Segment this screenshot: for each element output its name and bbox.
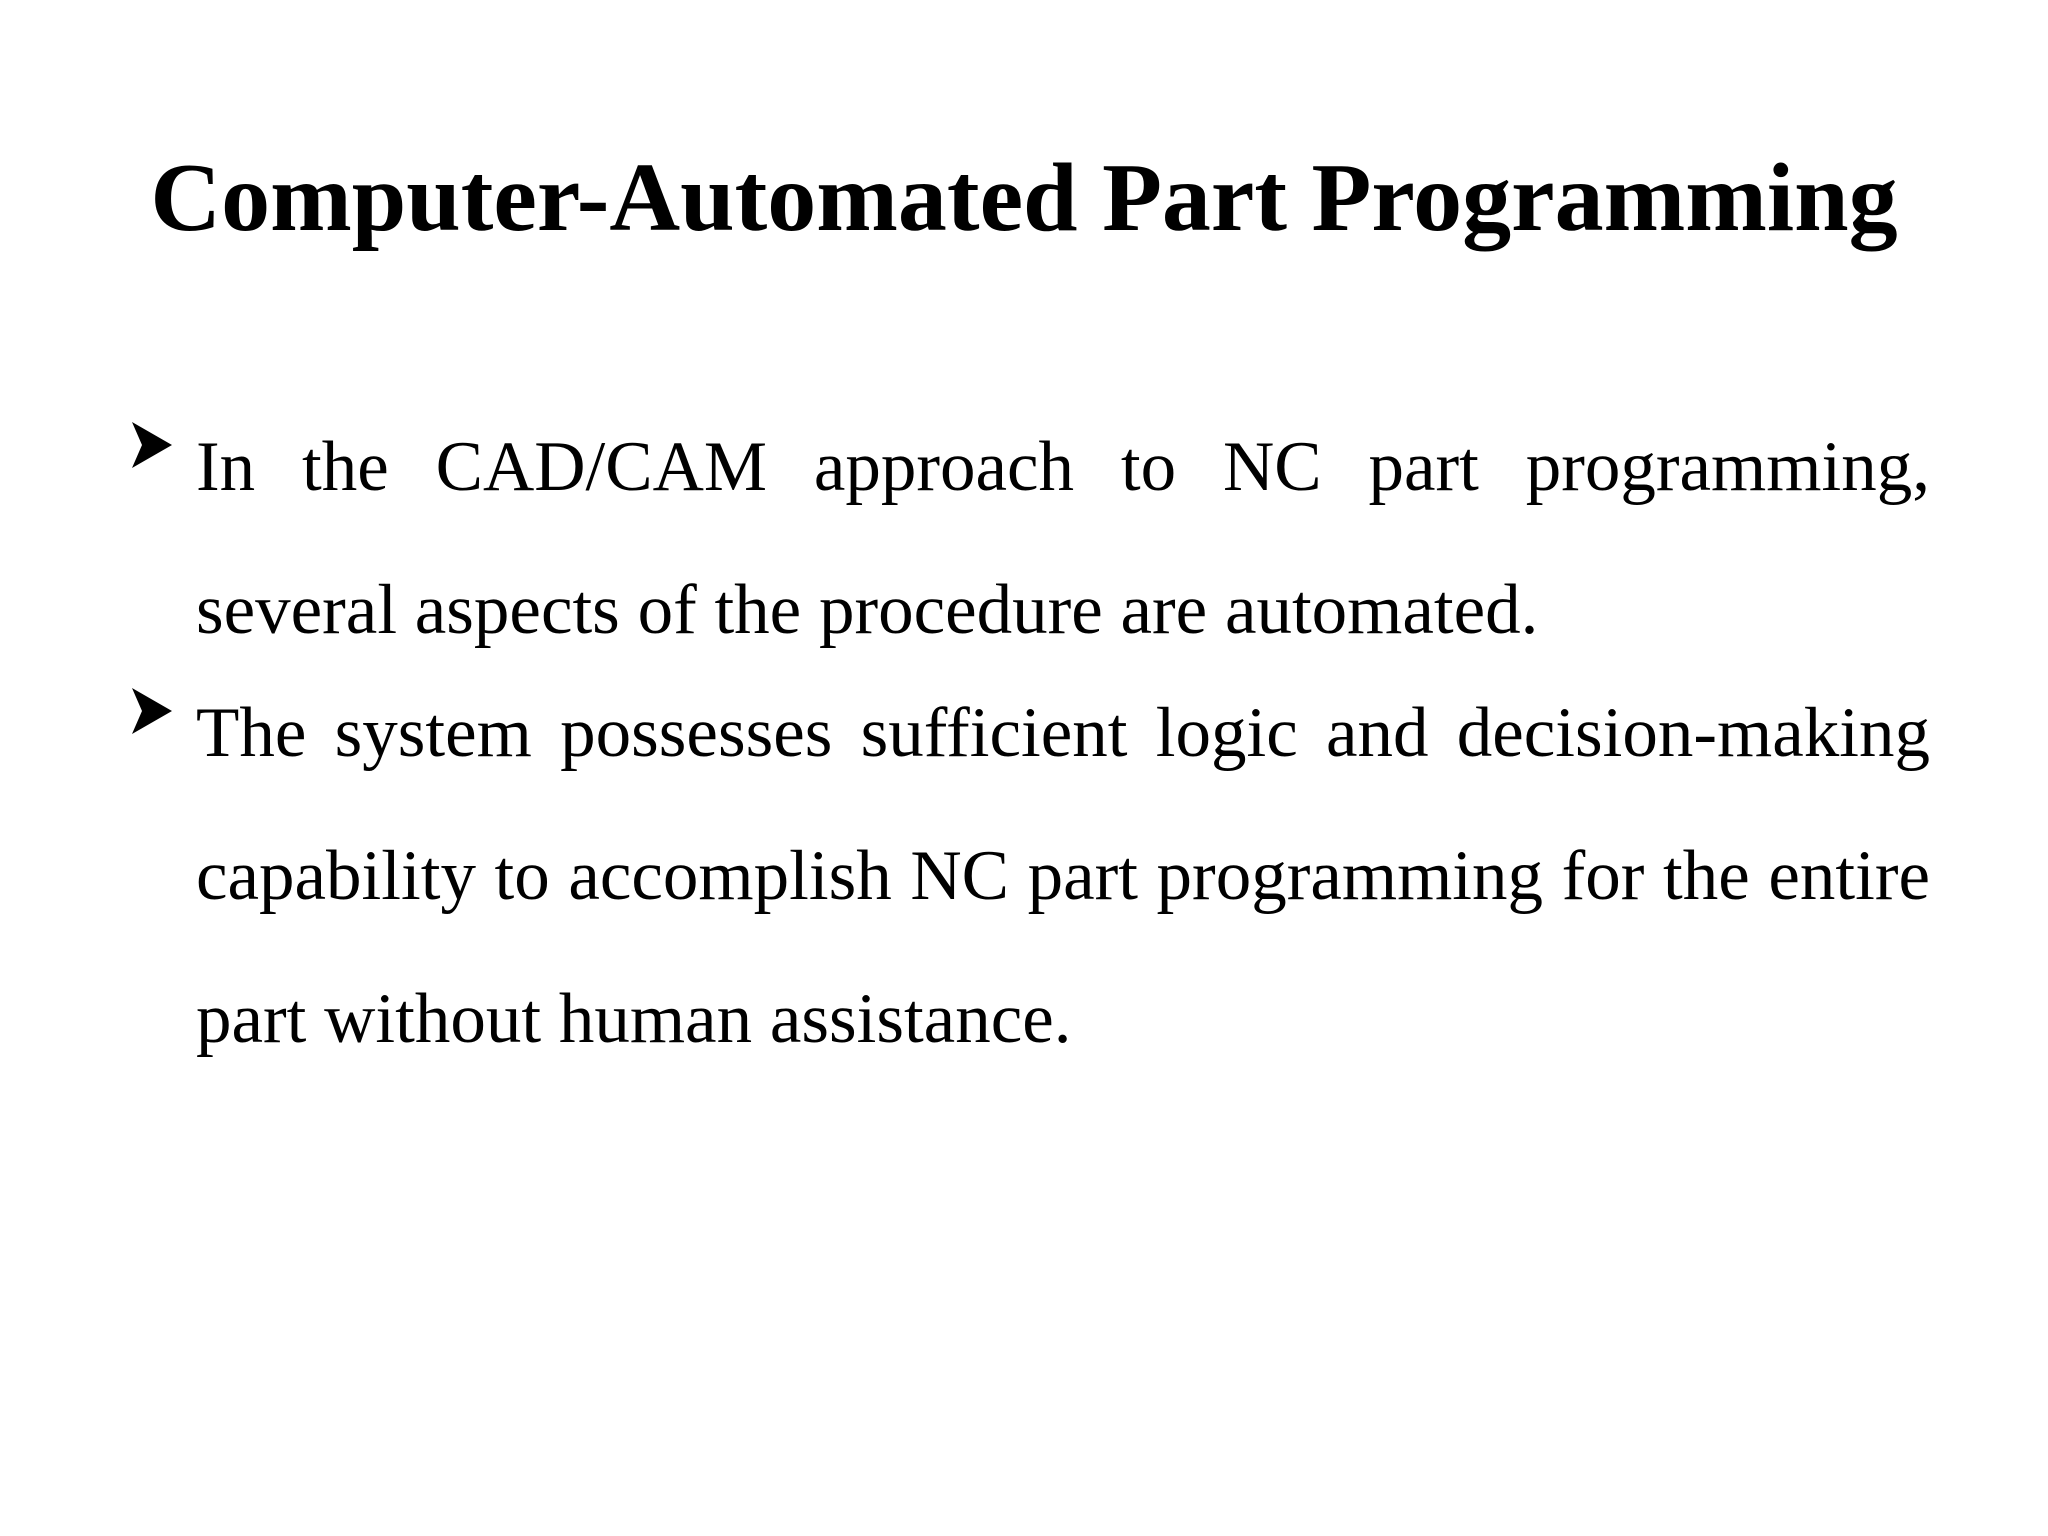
bullet-list <box>130 420 1930 1095</box>
bullet-text: The system possesses sufficient logic and decision-making capability to accomplish NC part programming for the entire part without human assistance. <box>196 694 1930 1058</box>
bullet-item <box>130 662 1930 1091</box>
slide-title: Computer-Automated Part Programming <box>150 144 1898 252</box>
bullet-item <box>130 396 1930 682</box>
bullet-text: In the CAD/CAM approach to NC part programming, several aspects of the procedure are automated. <box>196 428 1930 649</box>
arrowhead-bullet-icon <box>130 420 174 470</box>
arrowhead-bullet-icon <box>130 686 174 736</box>
